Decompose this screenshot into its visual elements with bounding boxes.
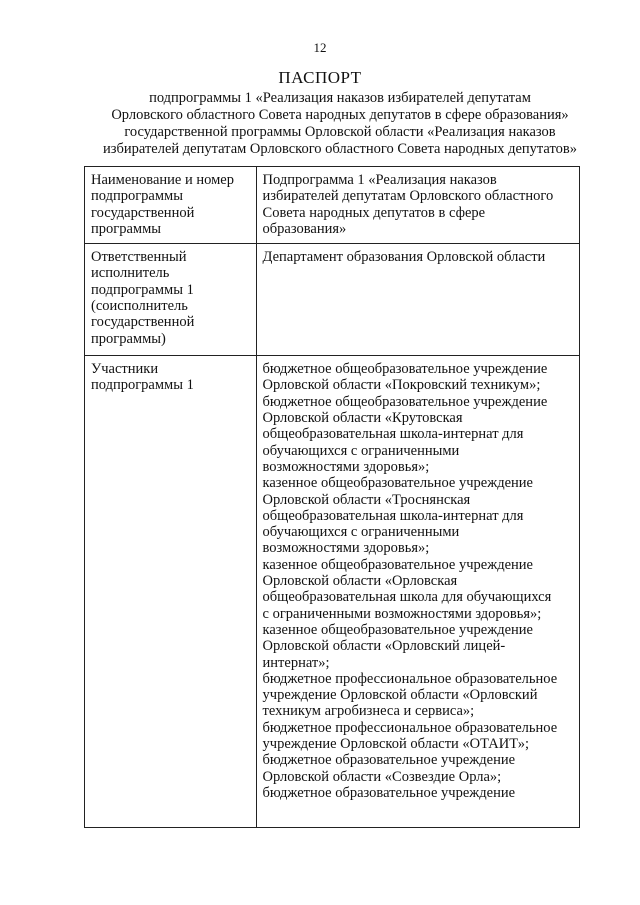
- text-line: Совета народных депутатов в сфере: [262, 204, 486, 221]
- text-line: Департамент образования Орловской области: [262, 249, 546, 266]
- text-line: обучающихся с ограниченными: [262, 524, 460, 541]
- text-line: программы): [91, 330, 166, 347]
- text-line: обучающихся с ограниченными: [262, 442, 460, 459]
- text-line: образования»: [262, 220, 347, 237]
- text-line: казенное общеобразовательное учреждение: [262, 556, 533, 573]
- text-line: Ответственный: [91, 249, 187, 266]
- text-line: с ограниченными возможностями здоровья»;: [262, 605, 542, 622]
- text-line: исполнитель: [91, 265, 170, 282]
- text-line: общеобразовательная школа-интернат для: [262, 426, 524, 443]
- row-value: [256, 356, 579, 828]
- row-label: [85, 356, 257, 828]
- row-label: [85, 244, 257, 356]
- text-line: бюджетное профессиональное образовательное: [262, 670, 558, 687]
- text-line: общеобразовательная школа-интернат для: [262, 507, 524, 524]
- text-line: государственной: [91, 204, 195, 221]
- text-line: бюджетное профессиональное образовательное: [262, 719, 558, 736]
- text-line: учреждение Орловской области «Орловский: [262, 687, 538, 704]
- text-line: Орловской области «Покровский техникум»;: [262, 377, 541, 394]
- text-line: Наименование и номер: [91, 172, 234, 188]
- passport-table: [84, 166, 580, 828]
- text-line: Подпрограмма 1 «Реализация наказов: [262, 172, 497, 188]
- subtitle-line: Орловского областного Совета народных депутатов в сфере образования»: [111, 107, 569, 123]
- text-line: подпрограммы 1: [91, 377, 194, 394]
- text-line: бюджетное общеобразовательное учреждение: [262, 361, 548, 378]
- document-subtitle: [40, 90, 640, 158]
- text-line: бюджетное общеобразовательное учреждение: [262, 393, 548, 410]
- table-row: [85, 167, 580, 244]
- text-line: бюджетное образовательное учреждение: [262, 784, 516, 801]
- text-line: Орловской области «Орловский лицей-: [262, 638, 506, 655]
- table-row: [85, 356, 580, 828]
- text-line: бюджетное образовательное учреждение: [262, 752, 516, 769]
- row-label: [85, 167, 257, 244]
- text-line: подпрограммы 1: [91, 281, 194, 298]
- text-line: казенное общеобразовательное учреждение: [262, 475, 533, 492]
- text-line: учреждение Орловской области «ОТАИТ»;: [262, 736, 529, 753]
- text-line: Участники: [91, 361, 159, 378]
- text-line: Орловской области «Орловская: [262, 573, 458, 590]
- text-line: интернат»;: [262, 654, 330, 671]
- text-line: государственной: [91, 314, 195, 331]
- text-line: возможностями здоровья»;: [262, 540, 430, 557]
- row-value: [256, 167, 579, 244]
- text-line: общеобразовательная школа для обучающихся: [262, 589, 552, 606]
- text-line: подпрограммы: [91, 188, 183, 205]
- subtitle-line: подпрограммы 1 «Реализация наказов избирателей депутатам: [149, 90, 531, 106]
- page-number: 12: [313, 40, 327, 55]
- text-line: техникум агробизнеса и сервиса»;: [262, 703, 475, 720]
- text-line: Орловской области «Крутовская: [262, 410, 463, 427]
- text-line: программы: [91, 220, 161, 237]
- row-value: [256, 244, 579, 356]
- text-line: (соисполнитель: [91, 298, 188, 315]
- text-line: Орловской области «Троснянская: [262, 491, 471, 508]
- text-line: Орловской области «Созвездие Орла»;: [262, 768, 502, 785]
- document-title: ПАСПОРТ: [278, 68, 362, 87]
- text-line: возможностями здоровья»;: [262, 458, 430, 475]
- text-line: казенное общеобразовательное учреждение: [262, 621, 533, 638]
- table-row: [85, 244, 580, 356]
- text-line: избирателей депутатам Орловского областного: [262, 188, 554, 205]
- subtitle-line: избирателей депутатам Орловского областного Совета народных депутатов»: [103, 141, 577, 157]
- subtitle-line: государственной программы Орловской области «Реализация наказов: [124, 124, 556, 140]
